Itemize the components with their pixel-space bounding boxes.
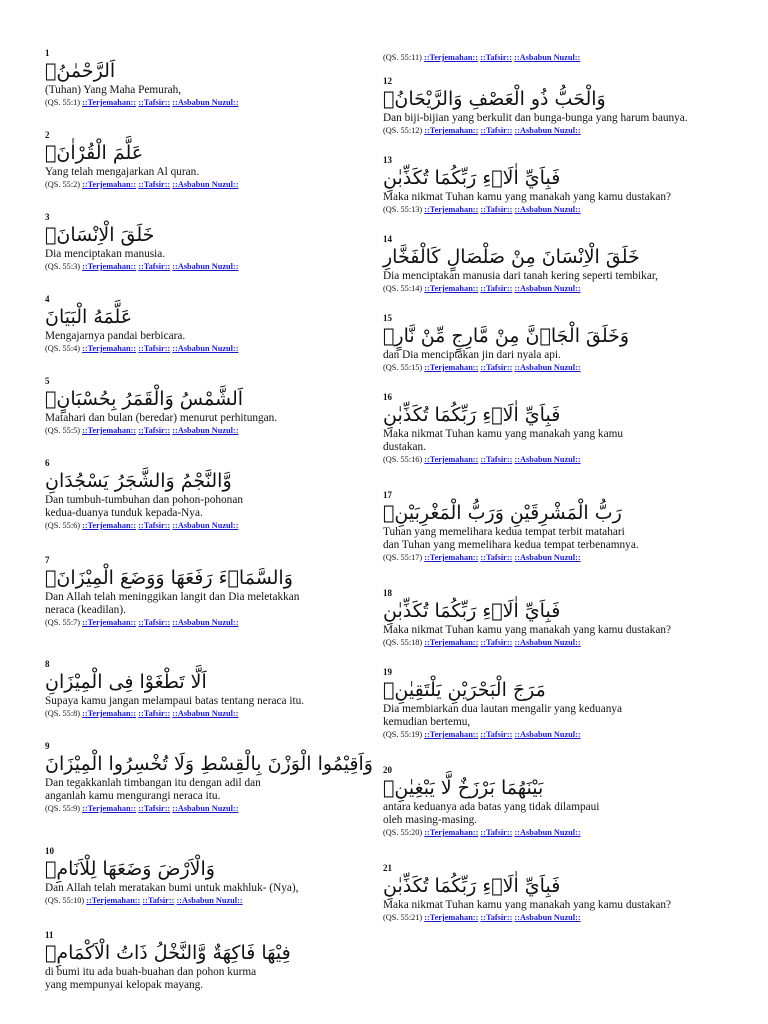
terjemahan-link[interactable]: ::Terjemahan:: [86,896,141,905]
verse-block [45,555,375,647]
tafsir-link[interactable]: ::Tafsir:: [480,455,513,464]
tafsir-link[interactable]: ::Tafsir:: [138,618,171,627]
tafsir-link[interactable]: ::Tafsir:: [138,98,171,107]
arabic-verse-text: فَبِاَيِّ اٰلَاۤءِ رَبِّكُمَا تُكَذِّبٰنِ [383,167,561,189]
terjemahan-link[interactable]: ::Terjemahan:: [424,913,479,922]
terjemahan-link[interactable]: ::Terjemahan:: [424,363,479,372]
verse-reference-top [383,52,580,63]
reference-label: (QS. 55:2) [45,180,81,189]
verse-translation: Maka nikmat Tuhan kamu yang manakah yang kamu dustakan? [383,899,672,911]
asbabun-nuzul-link[interactable]: ::Asbabun Nuzul:: [514,828,581,837]
verse-reference [45,520,375,531]
verse-reference [383,362,713,373]
tafsir-link[interactable]: ::Tafsir:: [138,521,171,530]
tafsir-link[interactable]: ::Tafsir:: [480,730,513,739]
tafsir-link[interactable]: ::Tafsir:: [480,828,513,837]
verse-reference [45,895,375,906]
reference-label: (QS. 55:5) [45,426,81,435]
verse-block [45,212,375,282]
verse-block [383,313,713,380]
tafsir-link[interactable]: ::Tafsir:: [480,638,513,647]
arabic-verse-text: خَلَقَ الْاِنْسَانَۙ [45,224,155,246]
asbabun-nuzul-link[interactable]: ::Asbabun Nuzul:: [176,896,243,905]
asbabun-nuzul-link[interactable]: ::Asbabun Nuzul:: [514,205,581,214]
verse-reference [45,708,375,719]
verse-block [45,376,375,446]
tafsir-link[interactable]: ::Tafsir:: [138,262,171,271]
verse-number: 19 [383,667,392,677]
asbabun-nuzul-link[interactable]: ::Asbabun Nuzul:: [514,913,581,922]
verse-reference [383,827,713,838]
terjemahan-link[interactable]: ::Terjemahan:: [82,521,137,530]
verse-reference [45,617,375,628]
asbabun-nuzul-link[interactable]: ::Asbabun Nuzul:: [172,521,239,530]
terjemahan-link[interactable]: ::Terjemahan:: [424,828,479,837]
asbabun-nuzul-link[interactable]: ::Asbabun Nuzul:: [514,638,581,647]
tafsir-link[interactable]: ::Tafsir:: [480,553,513,562]
tafsir-link[interactable]: ::Tafsir:: [480,205,513,214]
verse-number: 11 [45,930,54,940]
verse-number: 13 [383,155,392,165]
reference-label: (QS. 55:1) [45,98,81,107]
terjemahan-link[interactable]: ::Terjemahan:: [82,98,137,107]
verse-translation: Dan Allah telah meninggikan langit dan Dia meletakkan neraca (keadilan). [45,591,300,616]
verse-number: 6 [45,458,50,468]
reference-label: (QS. 55:4) [45,344,81,353]
asbabun-nuzul-link[interactable]: ::Asbabun Nuzul:: [172,709,239,718]
terjemahan-link[interactable]: ::Terjemahan:: [424,126,479,135]
arabic-verse-text: وَّالنَّجْمُ وَالشَّجَرُ يَسْجُدَانِ [45,470,232,492]
arabic-verse-text: فِيْهَا فَاكِهَةٌ وَّالنَّخْلُ ذَاتُ الْاَكْمَامِۖ [45,942,291,964]
verse-number: 18 [383,588,392,598]
reference-label: (QS. 55:8) [45,709,81,718]
verse-number: 14 [383,234,392,244]
tafsir-link[interactable]: ::Tafsir:: [480,53,513,62]
verse-translation: antara keduanya ada batas yang tidak dilampaui oleh masing-masing. [383,801,600,826]
tafsir-link[interactable]: ::Tafsir:: [480,126,513,135]
reference-label: (QS. 55:3) [45,262,81,271]
verse-translation: Mengajarnya pandai berbicara. [45,330,186,342]
verse-translation: di bumi itu ada buah-buahan dan pohon kurma yang mempunyai kelopak mayang. [45,966,257,991]
verse-number: 21 [383,863,392,873]
arabic-verse-text: عَلَّمَ الْقُرْاٰنَۗ [45,142,144,164]
verse-number: 7 [45,555,50,565]
verse-block [383,765,713,851]
verse-translation: Maka nikmat Tuhan kamu yang manakah yang kamu dustakan? [383,191,672,203]
arabic-verse-text: وَالسَّمَاۤءَ رَفَعَهَا وَوَضَعَ الْمِيْزَانَۙ [45,567,293,589]
verse-reference [383,283,713,294]
reference-label: (QS. 55:13) [383,205,423,214]
tafsir-link[interactable]: ::Tafsir:: [480,363,513,372]
verse-block [383,588,713,655]
terjemahan-link[interactable]: ::Terjemahan:: [82,804,137,813]
terjemahan-link[interactable]: ::Terjemahan:: [424,730,479,739]
terjemahan-link[interactable]: ::Terjemahan:: [424,455,479,464]
verse-block [45,846,375,918]
verse-block [383,863,713,933]
arabic-verse-text: وَخَلَقَ الْجَاۤنَّ مِنْ مَّارِجٍ مِّنْ نَّارٍۚ [383,325,630,347]
terjemahan-link[interactable]: ::Terjemahan:: [424,638,479,647]
asbabun-nuzul-link[interactable]: ::Asbabun Nuzul:: [514,730,581,739]
tafsir-link[interactable]: ::Tafsir:: [138,180,171,189]
verse-number: 10 [45,846,54,856]
arabic-verse-text: اَلرَّحْمٰنُۙ [45,60,116,82]
verse-translation: (Tuhan) Yang Maha Pemurah, [45,84,182,96]
verse-block [45,741,375,834]
arabic-verse-text: وَالْاَرْضَ وَضَعَهَا لِلْاَنَامِۙ [45,858,215,880]
terjemahan-link[interactable]: ::Terjemahan:: [424,205,479,214]
right-column [383,76,713,945]
verse-reference [383,125,713,136]
verse-reference [383,552,713,563]
terjemahan-link[interactable]: ::Terjemahan:: [82,709,137,718]
reference-label: (QS. 55:11) [383,53,422,62]
verse-translation: Maka nikmat Tuhan kamu yang manakah yang kamu dustakan? [383,624,672,636]
verse-number: 16 [383,392,392,402]
verse-translation: dan Dia menciptakan jin dari nyala api. [383,349,561,361]
asbabun-nuzul-link[interactable]: ::Asbabun Nuzul:: [172,804,239,813]
terjemahan-link[interactable]: ::Terjemahan:: [82,618,137,627]
verse-number: 9 [45,741,50,751]
reference-label: (QS. 55:9) [45,804,81,813]
verse-number: 3 [45,212,50,222]
terjemahan-link[interactable]: ::Terjemahan:: [82,262,137,271]
reference-label: (QS. 55:7) [45,618,81,627]
terjemahan-link[interactable]: ::Terjemahan:: [82,180,137,189]
verse-number: 17 [383,490,392,500]
verse-number: 5 [45,376,50,386]
verse-reference [383,637,713,648]
verse-block [45,659,375,729]
arabic-verse-text: فَبِاَيِّ اٰلَاۤءِ رَبِّكُمَا تُكَذِّبٰنِ [383,875,561,897]
asbabun-nuzul-link[interactable]: ::Asbabun Nuzul:: [514,53,581,62]
terjemahan-link[interactable]: ::Terjemahan:: [423,53,479,62]
verse-reference [383,204,713,215]
asbabun-nuzul-link[interactable]: ::Asbabun Nuzul:: [172,180,239,189]
tafsir-link[interactable]: ::Tafsir:: [480,284,513,293]
terjemahan-link[interactable]: ::Terjemahan:: [424,553,479,562]
arabic-verse-text: مَرَجَ الْبَحْرَيْنِ يَلْتَقِيٰنِۙ [383,679,546,701]
tafsir-link[interactable]: ::Tafsir:: [142,896,175,905]
reference-label: (QS. 55:14) [383,284,423,293]
verse-reference [383,454,713,465]
asbabun-nuzul-link[interactable]: ::Asbabun Nuzul:: [514,284,581,293]
tafsir-link[interactable]: ::Tafsir:: [480,913,513,922]
tafsir-link[interactable]: ::Tafsir:: [138,344,171,353]
reference-label: (QS. 55:15) [383,363,423,372]
verse-number: 20 [383,765,392,775]
arabic-verse-text: اَلَّا تَطْغَوْا فِى الْمِيْزَانِ [45,671,207,693]
reference-label: (QS. 55:20) [383,828,423,837]
verse-reference [45,803,375,814]
verse-number: 8 [45,659,50,669]
verse-number: 2 [45,130,50,140]
arabic-verse-text: فَبِاَيِّ اٰلَاۤءِ رَبِّكُمَا تُكَذِّبٰنِ [383,600,561,622]
verse-block [383,392,713,478]
verse-translation: Dan tumbuh-tumbuhan dan pohon-pohonan kedua-duanya tunduk kepada-Nya. [45,494,243,519]
verse-translation: Dia menciptakan manusia. [45,248,166,260]
verse-reference [45,343,375,354]
tafsir-link[interactable]: ::Tafsir:: [138,709,171,718]
verse-number: 15 [383,313,392,323]
verse-translation: Dia membiarkan dua lautan mengalir yang keduanya kemudian bertemu, [383,703,623,728]
arabic-verse-text: عَلَّمَهُ الْبَيَانَ [45,306,133,328]
verse-translation: Dan Allah telah meratakan bumi untuk makhluk- (Nya), [45,882,299,894]
left-column [45,48,375,1012]
arabic-verse-text: خَلَقَ الْاِنْسَانَ مِنْ صَلْصَالٍ كَالْفَخَّارِ [383,246,640,268]
verse-reference [383,729,713,740]
arabic-verse-text: وَاَقِيْمُوا الْوَزْنَ بِالْقِسْطِ وَلَا تُخْسِرُوا الْمِيْزَانَ [45,753,373,775]
verse-number: 4 [45,294,50,304]
reference-label: (QS. 55:16) [383,455,423,464]
verse-block [45,930,375,1000]
verse-translation: Dan biji-bijian yang berkulit dan bunga-bunga yang harum baunya. [383,112,688,124]
verse-block [383,155,713,222]
verse-block [383,490,713,576]
reference-label: (QS. 55:19) [383,730,423,739]
verse-number: 12 [383,76,392,86]
verse-block [45,294,375,364]
verse-reference [45,179,375,190]
asbabun-nuzul-link[interactable]: ::Asbabun Nuzul:: [514,455,581,464]
verse-block [45,130,375,200]
asbabun-nuzul-link[interactable]: ::Asbabun Nuzul:: [514,126,581,135]
arabic-verse-text: اَلشَّمْسُ وَالْقَمَرُ بِحُسْبَانٍۙ [45,388,244,410]
terjemahan-link[interactable]: ::Terjemahan:: [82,344,137,353]
asbabun-nuzul-link[interactable]: ::Asbabun Nuzul:: [514,363,581,372]
asbabun-nuzul-link[interactable]: ::Asbabun Nuzul:: [172,98,239,107]
arabic-verse-text: رَبُّ الْمَشْرِقَيْنِ وَرَبُّ الْمَغْرِبَيْنِۚ [383,502,622,524]
verse-reference [45,97,375,108]
terjemahan-link[interactable]: ::Terjemahan:: [82,426,137,435]
asbabun-nuzul-link[interactable]: ::Asbabun Nuzul:: [172,262,239,271]
reference-label: (QS. 55:17) [383,553,423,562]
verse-block [383,234,713,301]
reference-label: (QS. 55:10) [45,896,85,905]
asbabun-nuzul-link[interactable]: ::Asbabun Nuzul:: [172,426,239,435]
tafsir-link[interactable]: ::Tafsir:: [138,426,171,435]
verse-reference [383,912,713,923]
asbabun-nuzul-link[interactable]: ::Asbabun Nuzul:: [514,553,581,562]
reference-label: (QS. 55:12) [383,126,423,135]
arabic-verse-text: بَيْنَهُمَا بَرْزَخٌ لَّا يَبْغِيٰنِۚ [383,777,544,799]
reference-label: (QS. 55:21) [383,913,423,922]
verse-block [45,48,375,118]
verse-translation: Dan tegakkanlah timbangan itu dengan adil dan anganlah kamu mengurangi neraca itu. [45,777,261,802]
tafsir-link[interactable]: ::Tafsir:: [138,804,171,813]
verse-block [45,458,375,543]
verse-translation: Yang telah mengajarkan Al quran. [45,166,200,178]
verse-block [383,667,713,753]
asbabun-nuzul-link[interactable]: ::Asbabun Nuzul:: [172,344,239,353]
reference-label: (QS. 55:18) [383,638,423,647]
verse-translation: Dia menciptakan manusia dari tanah kering seperti tembikar, [383,270,658,282]
verse-reference [45,261,375,272]
verse-translation: Tuhan yang memelihara kedua tempat terbit matahari dan Tuhan yang memelihara kedua tempat terbenamnya. [383,526,639,551]
asbabun-nuzul-link[interactable]: ::Asbabun Nuzul:: [172,618,239,627]
verse-translation: Maka nikmat Tuhan kamu yang manakah yang kamu dustakan. [383,428,624,453]
reference-label: (QS. 55:6) [45,521,81,530]
arabic-verse-text: فَبِاَيِّ اٰلَاۤءِ رَبِّكُمَا تُكَذِّبٰنِ [383,404,561,426]
verse-translation: Matahari dan bulan (beredar) menurut perhitungan. [45,412,278,424]
arabic-verse-text: وَالْحَبُّ ذُو الْعَصْفِ وَالرَّيْحَانُۚ [383,88,606,110]
verse-block [383,76,713,143]
verse-number: 1 [45,48,50,58]
terjemahan-link[interactable]: ::Terjemahan:: [424,284,479,293]
verse-translation: Supaya kamu jangan melampaui batas tentang neraca itu. [45,695,305,707]
verse-reference [45,425,375,436]
